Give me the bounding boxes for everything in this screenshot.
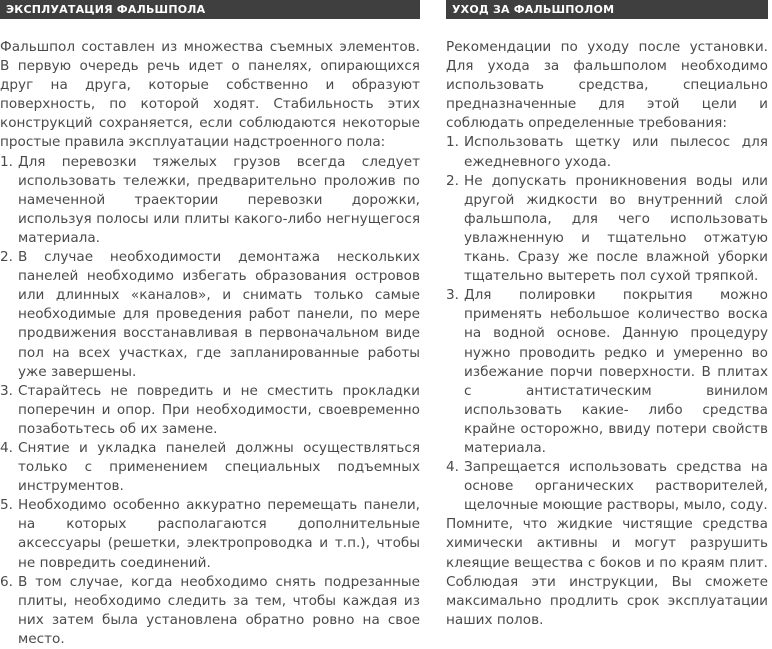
care-header: УХОД ЗА ФАЛЬШПОЛОМ xyxy=(446,0,768,19)
care-section xyxy=(446,0,768,630)
list-item-text: Запрещается использовать средства на основе органических растворителей, щелочные моющие растворы, мыло, соду. xyxy=(464,459,768,514)
list-item xyxy=(0,496,420,572)
list-item-text: Не допускать проникновения воды или другой жидкости во внутренний слой фальшпола, для чего использовать увлажненную и тщательно отжатую ткань. Сразу же после влажной уборки тщательно вытереть пол сухой тряпкой. xyxy=(464,172,768,285)
operation-rules-list xyxy=(0,153,420,649)
list-item xyxy=(0,153,420,248)
list-number: 1. xyxy=(0,153,13,170)
list-number: 4. xyxy=(0,439,13,456)
operation-header: ЭКСПЛУАТАЦИЯ ФАЛЬШПОЛА xyxy=(0,0,420,19)
list-item-text: В случае необходимости демонтажа нескольких панелей необходимо избегать образования островов или длинных «каналов», и снимать только самые необходимые для проведения работ панели, по мере продвижения восстанавливая в первоначальном виде пол на всех участках, где запланированные работы уже завершены. xyxy=(18,249,420,380)
list-item-text: Снятие и укладка панелей должны осуществляться только с применением специальных подъемных инструментов. xyxy=(18,439,420,495)
list-number: 1. xyxy=(446,134,459,151)
list-number: 3. xyxy=(446,287,459,304)
list-item xyxy=(0,382,420,439)
list-item-text: Для полировки покрытия можно применять небольшое количество воска на водной основе. Данную процедуру нужно проводить редко и умеренно во избежание порчи поверхности. В плитах с антистатическим винилом использовать какие- либо средства крайне осторожно, ввиду потери свойств материала. xyxy=(464,287,768,456)
care-rules-list xyxy=(446,133,768,515)
care-intro: Рекомендации по уходу после установки. Для ухода за фальшполом необходимо использовать средства, специально предназначенные для этой цели и соблюдать определенные требования: xyxy=(446,39,768,132)
list-item xyxy=(446,172,768,287)
care-outro: Помните, что жидкие чистящие средства химически активны и могут разрушить клеящие вещества с боков и по краям плит. Соблюдая эти инструкции, Вы сможете максимально продлить срок эксплуатации наших полов. xyxy=(446,516,768,628)
list-number: 6. xyxy=(0,573,13,590)
list-item xyxy=(0,248,420,382)
list-item-text: Необходимо особенно аккуратно перемещать панели, на которых располагаются дополнительные аксессуары (решетки, электропроводка и т.п.), чтобы не повредить соединений. xyxy=(18,497,420,571)
list-item xyxy=(446,286,768,458)
operation-intro: Фальшпол составлен из множества съемных элементов. В первую очередь речь идет о панелях, опирающихся друг на друга, которые собственно и образуют поверхность, по которой ходят. Стабильность этих конструкций сохраняется, если соблюдаются некоторые простые правила эксплуатации надстроенного пола: xyxy=(0,39,420,151)
list-item xyxy=(446,458,768,515)
list-number: 2. xyxy=(446,172,459,189)
list-item-text: Для перевозки тяжелых грузов всегда следует использовать тележки, предварительно проложив по намеченной траектории перевозки дорожки, используя полосы или плиты какого-либо негнущегося материала. xyxy=(18,153,420,246)
list-item-text: Использовать щетку или пылесос для ежедневного ухода. xyxy=(464,134,768,170)
list-number: 3. xyxy=(0,382,13,399)
list-number: 5. xyxy=(0,497,13,514)
list-item-text: В том случае, когда необходимо снять подрезанные плиты, необходимо следить за тем, чтобы каждая из них затем была установлена обратно ровно на свое место. xyxy=(18,573,420,647)
list-number: 2. xyxy=(0,249,13,266)
list-item xyxy=(0,573,420,649)
list-item-text: Старайтесь не повредить и не сместить прокладки поперечин и опор. При необходимости, своевременно позаботьтесь об их замене. xyxy=(18,382,420,437)
list-item xyxy=(446,133,768,171)
operation-body xyxy=(0,38,420,649)
care-body xyxy=(446,38,768,630)
list-number: 4. xyxy=(446,459,459,476)
list-item xyxy=(0,439,420,496)
